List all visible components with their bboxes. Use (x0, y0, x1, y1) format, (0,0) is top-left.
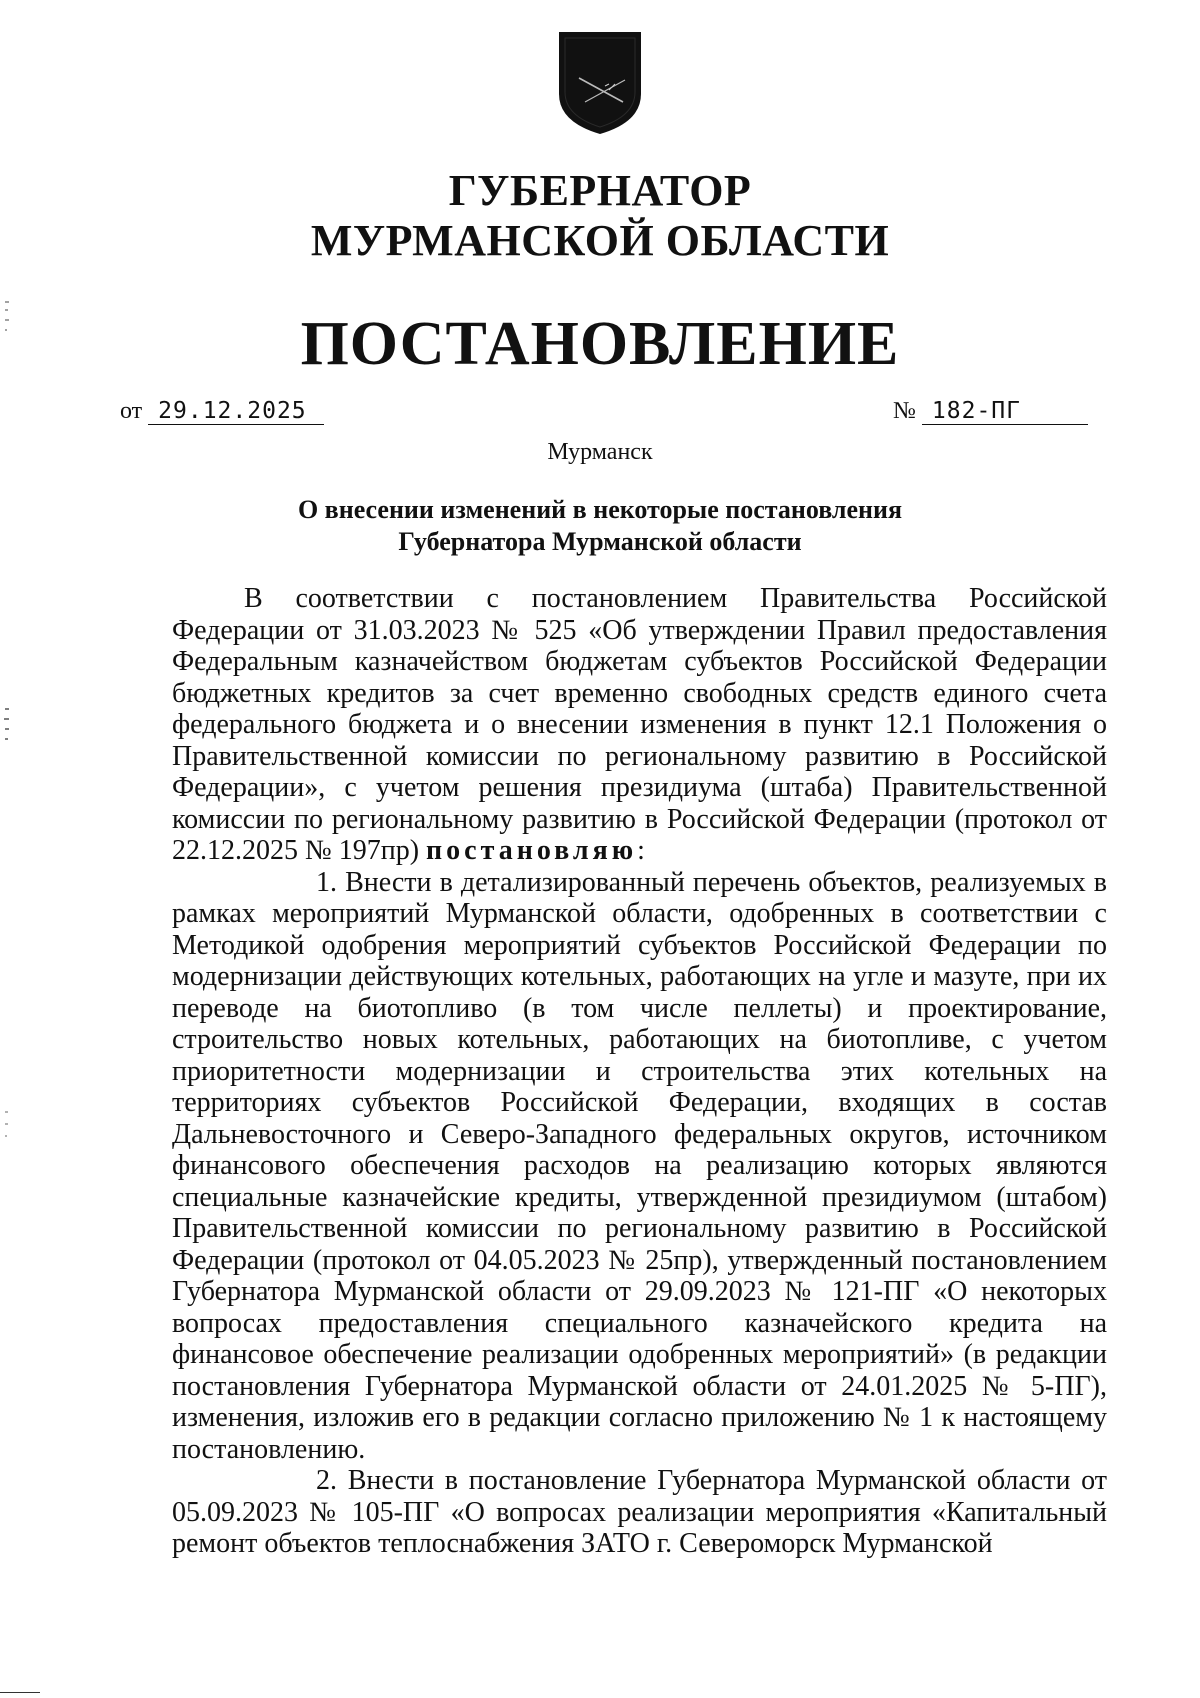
preamble-paragraph (172, 583, 1107, 867)
margin-scan-mark (2, 1108, 12, 1148)
org-name-line1: ГУБЕРНАТОР (448, 166, 752, 215)
document-body (172, 583, 1107, 1560)
resolve-word: постановляю (426, 835, 638, 866)
clause-2 (172, 1465, 1107, 1560)
number-value: 182-ПГ (922, 396, 1088, 425)
preamble-colon: : (637, 835, 645, 866)
document-number (893, 396, 1088, 426)
preamble-text: В соответствии с постановлением Правительства Российской Федерации от 31.03.2023 № 525 «Об утверждении Правил предоставления Федеральным казначейством бюджетам субъектов Российской Федерации бюджетных кредитов за счет временно свободных средств единого счета федерального бюджета и о внесении изменения в пункт 12.1 Положения о Правительственной комиссии по региональному развитию в Российской Федерации», с учетом решения президиума (штаба) Правительственной комиссии по региональному развитию в Российской Федерации (протокол от 22.12.2025 № 197пр) (172, 583, 1107, 866)
city: Мурманск (547, 439, 653, 465)
scan-edge-line (0, 1692, 40, 1693)
number-prefix: № (893, 398, 916, 424)
clause-2-number: 2. (316, 1465, 337, 1496)
coat-of-arms-emblem (555, 28, 645, 138)
margin-scan-mark (2, 705, 12, 747)
document-title-line1: О внесении изменений в некоторые постановления (297, 495, 903, 524)
document-type: ПОСТАНОВЛЕНИЕ (300, 310, 900, 378)
margin-scan-mark (2, 298, 12, 338)
document-title-line2: Губернатора Мурманской области (398, 527, 802, 556)
clause-1 (172, 867, 1107, 1466)
date-prefix: от (120, 398, 143, 424)
clause-1-number: 1. (316, 866, 337, 898)
clause-1-text: Внести в детализированный перечень объектов, реализуемых в рамках мероприятий Мурманской области, одобренных в соответствии с Методикой одобрения мероприятий субъектов Российской Федерации по модернизации действующих котельных, работающих на угле и мазуте, при их переводе на биотопливо (в том числе пеллеты) и проектирование, строительство новых котельных, работающих на биотопливе, с учетом приоритетности модернизации и строительства этих котельных на территориях субъектов Российской Федерации, входящих в состав Дальневосточного и Северо-Западного федеральных округов, источником финансового обеспечения расходов на реализацию которых являются специальные казначейские кредиты, утвержденной президиумом (штабом) Правительственной комиссии по региональному развитию в Российской Федерации (протокол от 04.05.2023 № 25пр), утвержденный постановлением Губернатора Мурманской области от 29.09.2023 № 121-ПГ «О некоторых вопросах предоставления специального казначейского кредита на финансовое обеспечение реализации одобренных мероприятий» (в редакции постановления Губернатора Мурманской области от 24.01.2025 № 5-ПГ), изменения, изложив его в редакции согласно приложению № 1 к настоящему постановлению. (172, 866, 1108, 1465)
clause-2-text: Внести в постановление Губернатора Мурманской области от 05.09.2023 № 105-ПГ «О вопросах реализации мероприятия «Капитальный ремонт объектов теплоснабжения ЗАТО г. Североморск Мурманской (172, 1465, 1108, 1559)
date-value: 29.12.2025 (148, 396, 324, 425)
document-date (120, 396, 324, 426)
org-name-line2: МУРМАНСКОЙ ОБЛАСТИ (310, 216, 890, 265)
